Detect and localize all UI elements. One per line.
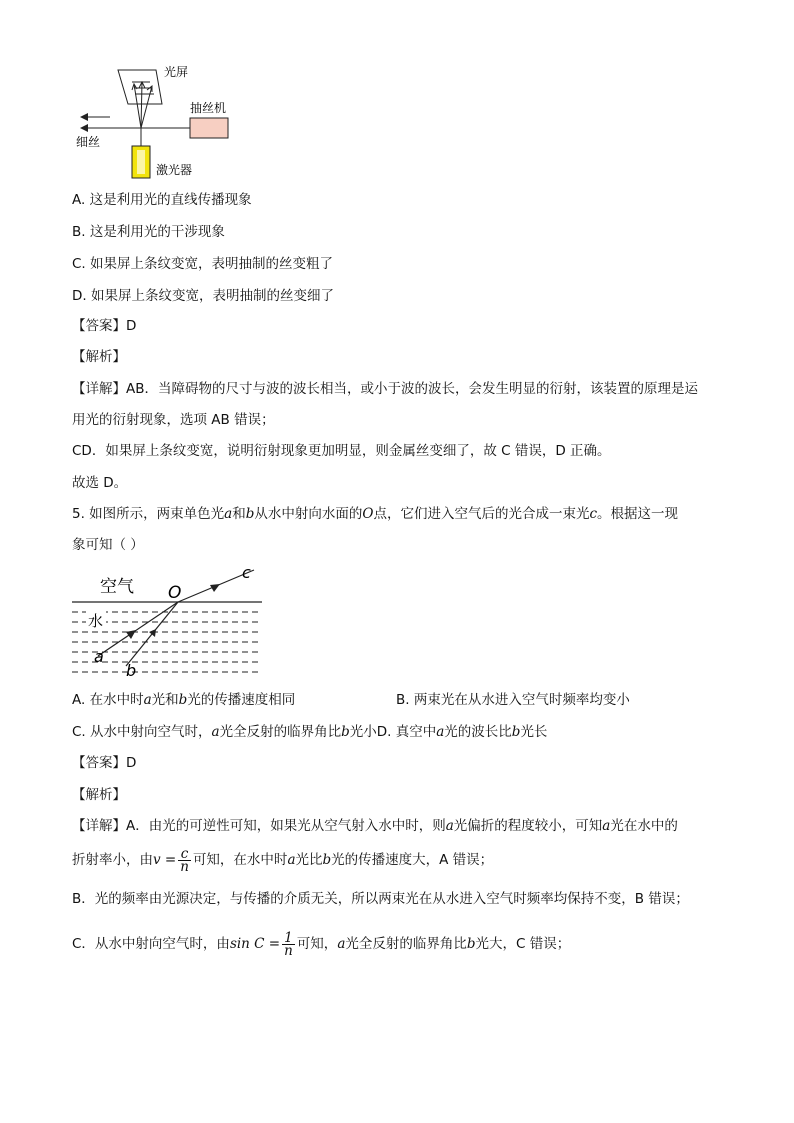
q4-option-c: C. 如果屏上条纹变宽，表明抽制的丝变粗了: [72, 256, 334, 272]
q4-detail-3: CD．如果屏上条纹变宽，说明衍射现象更加明显，则金属丝变细了，故 C 错误，D 正确。: [72, 443, 611, 459]
q5-option-a: A. 在水中时a光和b光的传播速度相同: [72, 692, 296, 708]
q4-detail-4: 故选 D。: [72, 475, 128, 491]
wire-puller: [190, 118, 228, 138]
wire-diffraction-figure: [72, 62, 242, 182]
laser-label: 激光器: [156, 163, 193, 177]
q4-answer: 【答案】D: [72, 318, 137, 334]
q5-analysis-label: 【解析】: [72, 787, 126, 803]
q5-stem-line-2: 象可知（ ）: [72, 537, 144, 553]
q4-option-b: B. 这是利用光的干涉现象: [72, 224, 225, 240]
q4-option-d: D. 如果屏上条纹变宽，表明抽制的丝变细了: [72, 288, 334, 304]
velocity-fraction: $\frac{c}{n}$: [180, 845, 189, 875]
q5-exp-c: C．从水中射向空气时，由sin C = $\frac{1}{n}$ 可知，a光全反射的临界角比b光大，C 错误；: [72, 929, 571, 959]
q5-stem-line-1: 5. 如图所示，两束单色光a和b从水中射向水面的O点，它们进入空气后的光合成一束光c。根据这一现: [72, 506, 679, 522]
water-label: 水: [88, 612, 104, 630]
q4-detail-1: 【详解】AB．当障碍物的尺寸与波的波长相当，或小于波的波长，会发生明显的衍射，该装置的原理是运: [72, 381, 698, 397]
q4-analysis-label: 【解析】: [72, 349, 126, 365]
air-label: 空气: [100, 577, 134, 597]
puller-label: 抽丝机: [190, 101, 227, 115]
point-o-label: O: [168, 583, 182, 603]
ray-a-label: a: [94, 647, 104, 666]
q5-exp-a-line-1: 【详解】A．由光的可逆性可知，如果光从空气射入水中时，则a光偏折的程度较小，可知a光在水中的: [72, 818, 678, 834]
q5-answer: 【答案】D: [72, 755, 137, 771]
q4-option-a: A. 这是利用光的直线传播现象: [72, 192, 252, 208]
q5-exp-b: B．光的频率由光源决定，与传播的介质无关，所以两束光在从水进入空气时频率均保持不变，B 错误；: [72, 891, 689, 907]
q5-option-c-d: C. 从水中射向空气时，a光全反射的临界角比b光小D. 真空中a光的波长比b光长: [72, 724, 548, 740]
ray-a: [98, 602, 178, 656]
critical-angle-fraction: $\frac{1}{n}$: [284, 929, 293, 959]
screen-label: 光屏: [164, 65, 189, 79]
q5-option-b: B. 两束光在从水进入空气时频率均变小: [396, 692, 630, 708]
wire-label: 细丝: [76, 135, 101, 149]
ray-b-label: b: [126, 661, 137, 680]
refraction-figure: [70, 560, 270, 682]
ray-c-label: c: [242, 563, 251, 582]
q5-exp-a-line-2: 折射率小，由v = $\frac{c}{n}$ 可知，在水中时a光比b光的传播速度大，A 错误；: [72, 845, 494, 875]
q4-detail-2: 用光的衍射现象，选项 AB 错误；: [72, 412, 275, 428]
